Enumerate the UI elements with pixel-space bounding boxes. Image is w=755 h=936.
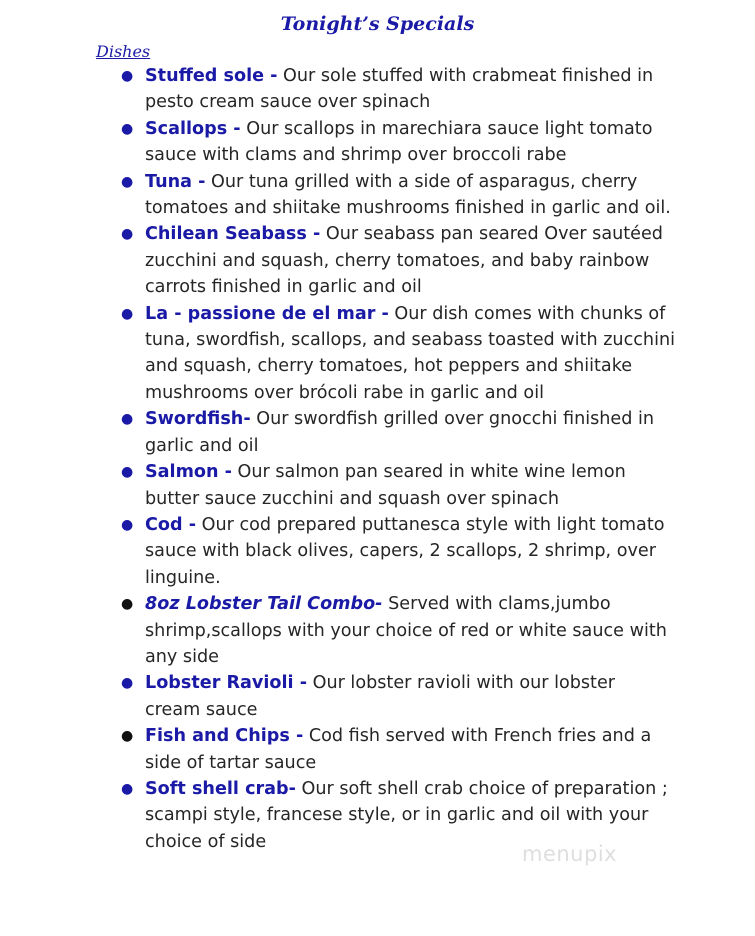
dish-description: Our scallops in marechiara sauce light tomato sauce with clams and shrimp over broccoli rabe [145,118,653,166]
dish-description: Our sole stuffed with crabmeat finished in pesto cream sauce over spinach [145,66,654,113]
dish-description: Cod fish served with French fries and a side of tartar sauce [145,726,652,773]
bullet-icon: ● [121,596,134,613]
list-item [0,670,755,723]
dish-name: Fish and Chips - [145,726,304,747]
dish-name: Salmon - [145,462,232,483]
dishes-list [0,63,755,855]
bullet-icon: ● [121,516,134,533]
section-label-dishes: Dishes [96,42,151,61]
dish-description: Served with clams,jumbo shrimp,scallops with your choice of red or white sauce with any side [145,594,667,667]
bullet-icon: ● [121,780,134,797]
dish-description: Our seabass pan seared Over sautéed zucchini and squash, cherry tomatoes, and baby rainbow carrots finished in garlic and oil [145,224,663,298]
dish-name: Tuna - [145,171,206,192]
list-item [0,512,755,591]
bullet-icon: ● [121,411,134,428]
watermark: menupix [522,842,618,866]
bullet-icon: ● [121,68,134,84]
list-item [0,169,755,222]
dish-description: Our cod prepared puttanesca style with light tomato sauce with black olives, capers, 2 scallops, 2 shrimp, over linguine. [145,514,665,588]
dish-description: Our dish comes with chunks of tuna, swordfish, scallops, and seabass toasted with zucchini and squash, cherry tomatoes, hot peppers and shiitake mushrooms over brócoli rabe in garlic and oil [145,303,676,403]
dish-name: Cod - [145,514,197,535]
dish-name: Lobster Ravioli - [145,673,308,694]
list-item [0,301,755,407]
dish-name: Soft shell crab- [145,778,296,799]
dish-description: Our swordfish grilled over gnocchi finished in garlic and oil [145,409,655,456]
dish-name: 8oz Lobster Tail Combo- [145,594,383,615]
page-title: Tonight’s Specials [280,13,475,35]
list-item [0,459,755,512]
list-item [0,406,755,459]
list-item [0,221,755,300]
list-item [0,776,755,855]
bullet-icon: ● [121,173,134,190]
dish-description: Our soft shell crab choice of preparation ; scampi style, francese style, or in garlic and oil with your choice of side [145,778,668,852]
bullet-icon: ● [121,120,134,137]
dish-name: Scallops - [145,118,241,139]
list-item [0,116,755,169]
bullet-icon: ● [121,464,134,481]
dish-name: Swordfish- [145,409,251,430]
dish-description: Our salmon pan seared in white wine lemon butter sauce zucchini and squash over spinach [145,462,626,509]
list-item [0,723,755,776]
dish-description: Our lobster ravioli with our lobster cream sauce [145,673,616,720]
dish-name: Stuffed sole - [145,66,278,86]
dish-description: Our tuna grilled with a side of asparagus, cherry tomatoes and shiitake mushrooms finished in garlic and oil. [145,171,671,219]
dish-name: Chilean Seabass - [145,224,321,245]
list-item [0,591,755,670]
dish-name: La - passione de el mar - [145,303,389,324]
bullet-icon: ● [121,675,134,692]
bullet-icon: ● [121,305,134,322]
bullet-icon: ● [121,728,134,745]
bullet-icon: ● [121,226,134,243]
list-item [0,63,755,116]
